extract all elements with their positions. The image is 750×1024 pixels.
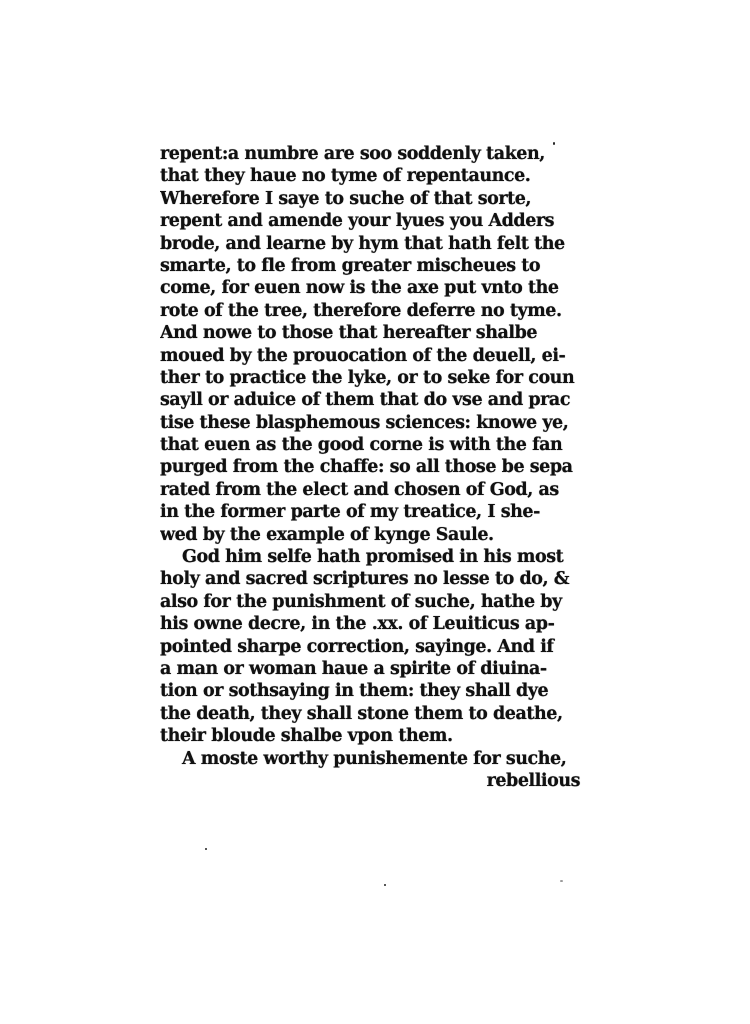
text-line: that they haue no tyme of repentaunce. — [160, 166, 531, 187]
ink-speck — [553, 142, 555, 145]
text-line: brode, and learne by hym that hath felt the — [160, 233, 565, 254]
text-line: holy and sacred scriptures no lesse to do, & — [160, 569, 570, 590]
text-line: sayll or aduice of them that do vse and prac — [160, 390, 571, 411]
text-line: their bloude shalbe vpon them. — [160, 726, 453, 747]
text-line: in the former parte of my treatice, I she- — [160, 502, 540, 523]
text-line: ther to practice the lyke, or to seke for coun — [160, 367, 575, 388]
text-line: the death, they shall stone them to deathe, — [160, 703, 563, 724]
ink-speck — [560, 880, 563, 882]
text-line: tise these blasphemous sciences: knowe ye, — [160, 412, 569, 433]
text-line: Wherefore I saye to suche of that sorte, — [160, 188, 532, 209]
text-line: also for the punishment of suche, hathe by — [160, 591, 562, 612]
text-line: smarte, to fle from greater mischeues to — [160, 255, 541, 276]
ink-speck — [205, 848, 207, 850]
text-line: tion or sothsaying in them: they shall dye — [160, 681, 549, 702]
text-line: rated from the elect and chosen of God, as — [160, 479, 559, 500]
ink-speck — [384, 884, 386, 886]
paragraph-start-line: A moste worthy punishemente for suche, — [182, 748, 567, 769]
paragraph-start-line: God him selfe hath promised in his most — [182, 547, 564, 568]
text-line: a man or woman haue a spirite of diuina- — [160, 658, 547, 679]
catchword: rebellious — [486, 770, 580, 791]
page-text — [160, 143, 585, 792]
text-line: rote of the tree, therefore deferre no tyme. — [160, 300, 562, 321]
text-line: come, for euen now is the axe put vnto the — [160, 278, 559, 299]
text-line: purged from the chaffe: so all those be sepa — [160, 457, 573, 478]
text-line: wed by the example of kynge Saule. — [160, 524, 494, 545]
text-line: pointed sharpe correction, sayinge. And if — [160, 636, 554, 657]
text-line: repent and amende your lyues you Adders — [160, 211, 555, 232]
text-line: that euen as the good corne is with the fan — [160, 435, 563, 456]
text-line: And nowe to those that hereafter shalbe — [160, 323, 538, 344]
text-line: moued by the prouocation of the deuell, ei- — [160, 345, 566, 366]
text-line: his owne decre, in the .xx. of Leuiticus ap- — [160, 614, 555, 635]
text-line: repent:a numbre are soo soddenly taken, — [160, 144, 545, 164]
